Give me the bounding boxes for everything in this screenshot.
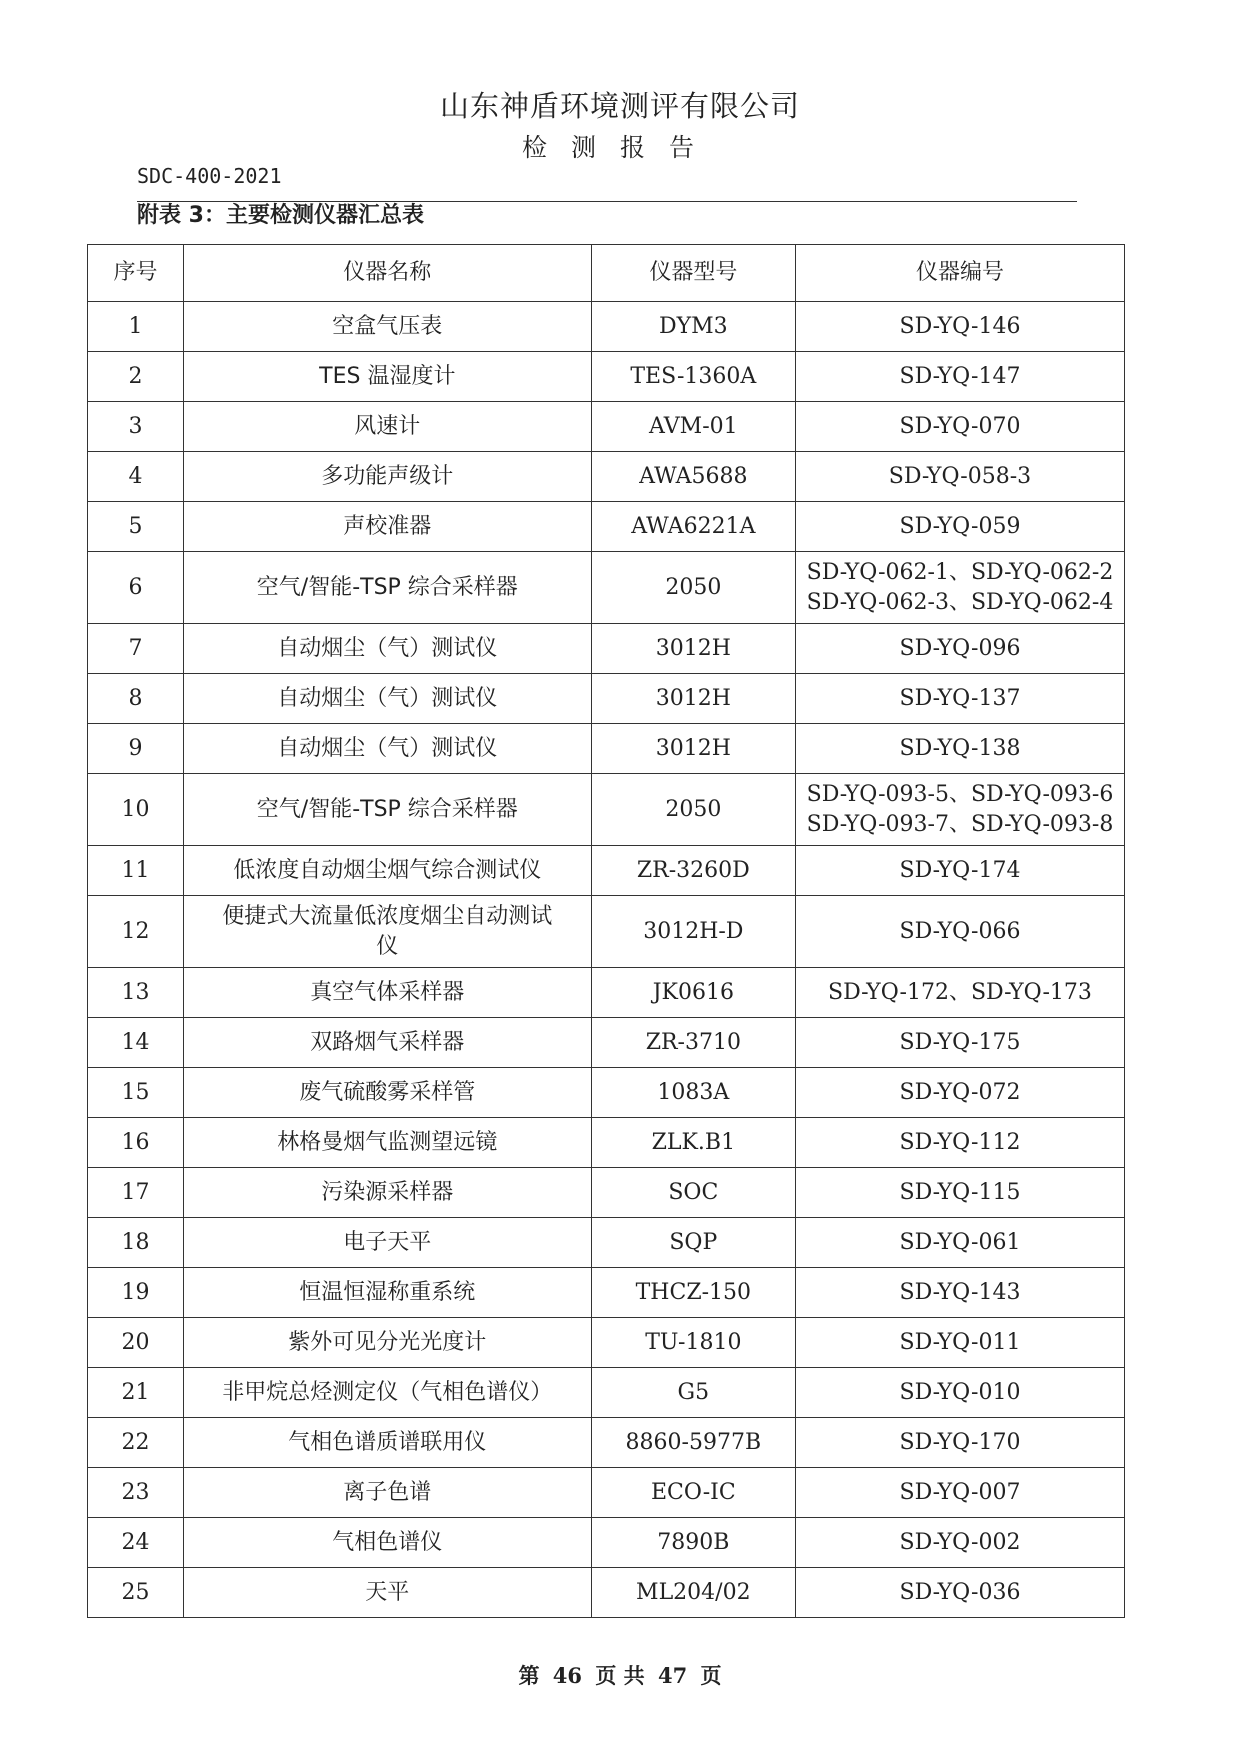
table-row [88,1218,1125,1268]
table-row [88,352,1125,402]
cell-model [591,1218,795,1268]
cell-model-text: 2050 [665,574,722,600]
col-header-model: 仪器型号 [591,245,795,302]
cell-id-text: SD-YQ-072 [899,1079,1021,1105]
cell-model [591,774,795,846]
cell-model [591,724,795,774]
cell-model-text: G5 [677,1379,710,1405]
cell-model-text: DYM3 [658,313,728,339]
cell-model-text: THCZ-150 [635,1279,752,1305]
cell-model [591,1468,795,1518]
cell-id [795,1118,1124,1168]
cell-name [183,1068,591,1118]
cell-name [183,402,591,452]
cell-model [591,352,795,402]
cell-name [183,1218,591,1268]
total-pages: 47 [657,1663,688,1688]
cell-id-text: SD-YQ-096 [899,635,1021,661]
cell-id-text: SD-YQ-174 [899,857,1021,883]
cell-id-text: SD-YQ-138 [899,735,1021,761]
cell-id [795,302,1124,352]
cell-id [795,1318,1124,1368]
cell-no [88,1068,184,1118]
cell-name [183,452,591,502]
cell-id-text: SD-YQ-146 [899,313,1021,339]
cell-model [591,552,795,624]
cell-model-text: SOC [668,1179,719,1205]
cell-name-text: 自动烟尘（气）测试仪 [277,635,498,661]
cell-no-text: 14 [121,1029,150,1055]
cell-name-text: 低浓度自动烟尘烟气综合测试仪 [233,857,542,883]
cell-name [183,1518,591,1568]
table-row [88,452,1125,502]
cell-name-text: 多功能声级计 [321,463,454,489]
cell-id-text: SD-YQ-002 [899,1529,1021,1555]
cell-name-text: 空气/智能-TSP 综合采样器 [256,796,518,822]
cell-id [795,774,1124,846]
cell-no-text: 3 [128,413,143,439]
table-row [88,502,1125,552]
cell-name [183,846,591,896]
cell-name [183,1268,591,1318]
cell-model-text: 8860-5977B [625,1429,762,1455]
cell-no [88,896,184,968]
company-name: 山东神盾环境测评有限公司 [439,89,800,123]
table-row [88,968,1125,1018]
cell-id [795,1218,1124,1268]
cell-model [591,1268,795,1318]
cell-no [88,1518,184,1568]
cell-id [795,402,1124,452]
cell-id [795,1468,1124,1518]
cell-id-text: SD-YQ-062-1、SD-YQ-062-2 [806,559,1114,585]
cell-model [591,302,795,352]
cell-id [795,502,1124,552]
cell-name [183,302,591,352]
cell-id-text: SD-YQ-059 [899,513,1021,539]
cell-name-text: 废气硫酸雾采样管 [299,1079,476,1105]
cell-id-text: SD-YQ-143 [899,1279,1021,1305]
cell-name-text: 双路烟气采样器 [310,1029,465,1055]
cell-name-text: 电子天平 [343,1229,432,1255]
cell-no-text: 15 [121,1079,150,1105]
cell-name [183,774,591,846]
cell-model-text: 7890B [657,1529,730,1555]
cell-name [183,352,591,402]
page-footer [0,1660,1240,1690]
cell-id [795,552,1124,624]
cell-no-text: 7 [128,635,143,661]
cell-name-text: 恒温恒湿称重系统 [299,1279,476,1305]
table-row [88,774,1125,846]
cell-no-text: 10 [121,796,150,822]
table-row [88,402,1125,452]
cell-id-text: SD-YQ-070 [899,413,1021,439]
table-row [88,624,1125,674]
cell-name [183,624,591,674]
cell-model-text: ZR-3710 [645,1029,741,1055]
cell-name-text: 天平 [365,1579,410,1605]
cell-no-text: 12 [121,918,150,944]
cell-model [591,674,795,724]
cell-no-text: 18 [121,1229,150,1255]
cell-no-text: 17 [121,1179,150,1205]
cell-id [795,352,1124,402]
cell-no [88,846,184,896]
cell-no [88,624,184,674]
cell-no [88,552,184,624]
cell-id-text: SD-YQ-036 [899,1579,1021,1605]
cell-no [88,1568,184,1618]
cell-no-text: 24 [121,1529,150,1555]
cell-no-text: 22 [121,1429,150,1455]
cell-model-text: 3012H-D [643,918,744,944]
cell-id [795,968,1124,1018]
cell-name-text: 紫外可见分光光度计 [288,1329,487,1355]
cell-id-text: SD-YQ-175 [899,1029,1021,1055]
table-row [88,1068,1125,1118]
cell-model [591,1118,795,1168]
cell-no-text: 2 [128,363,143,389]
cell-model-text: 1083A [657,1079,730,1105]
cell-no [88,1168,184,1218]
cell-name-text: 林格曼烟气监测望远镜 [277,1129,498,1155]
cell-no-text: 8 [128,685,143,711]
cell-id [795,896,1124,968]
cell-id [795,1518,1124,1568]
cell-no [88,1368,184,1418]
col-header-no: 序号 [88,245,184,302]
cell-no-text: 20 [121,1329,150,1355]
document-number: SDC-400-2021 [137,164,282,188]
cell-no [88,1218,184,1268]
cell-model [591,1318,795,1368]
cell-model-text: AWA5688 [639,463,748,489]
cell-model-text: SQP [669,1229,718,1255]
cell-no-text: 23 [121,1479,150,1505]
footer-suffix: 页 [700,1663,722,1688]
table-row [88,1268,1125,1318]
cell-id-text: SD-YQ-172、SD-YQ-173 [828,979,1092,1005]
cell-name-text: 离子色谱 [343,1479,432,1505]
cell-id-text: SD-YQ-112 [899,1129,1021,1155]
table-row [88,1418,1125,1468]
cell-no [88,1468,184,1518]
cell-model [591,1418,795,1468]
cell-model [591,1018,795,1068]
cell-model [591,402,795,452]
footer-prefix: 第 [518,1663,540,1688]
footer-mid: 页 共 [595,1663,645,1688]
cell-no-text: 21 [121,1379,150,1405]
cell-no-text: 4 [128,463,143,489]
cell-no [88,1118,184,1168]
cell-name-text: 便捷式大流量低浓度烟尘自动测试 [222,903,553,929]
cell-id-text: SD-YQ-137 [899,685,1021,711]
cell-no [88,1268,184,1318]
table-row [88,1318,1125,1368]
cell-id-text: SD-YQ-011 [899,1329,1021,1355]
cell-id [795,1068,1124,1118]
cell-model [591,1568,795,1618]
cell-name-text: 非甲烷总烃测定仪（气相色谱仪） [222,1379,553,1405]
table-row [88,1518,1125,1568]
cell-model-text: TU-1810 [645,1329,742,1355]
table-row [88,724,1125,774]
cell-model-text: 2050 [665,796,722,822]
table-row [88,1018,1125,1068]
cell-no [88,724,184,774]
table-header-row [88,245,1125,302]
cell-model-text: JK0616 [652,979,734,1005]
cell-no-text: 13 [121,979,150,1005]
cell-name [183,502,591,552]
cell-model [591,846,795,896]
cell-model-text: 3012H [655,635,731,661]
cell-name [183,1168,591,1218]
col-header-name: 仪器名称 [183,245,591,302]
cell-name-text: 空气/智能-TSP 综合采样器 [256,574,518,600]
cell-id [795,846,1124,896]
table-row [88,302,1125,352]
cell-id [795,724,1124,774]
cell-no [88,674,184,724]
cell-no-text: 16 [121,1129,150,1155]
cell-model [591,896,795,968]
cell-model [591,502,795,552]
table-row [88,1568,1125,1618]
cell-name-text: 污染源采样器 [321,1179,454,1205]
cell-name [183,724,591,774]
cell-no [88,352,184,402]
cell-model [591,452,795,502]
cell-no-text: 25 [121,1579,150,1605]
cell-name-text: 气相色谱质谱联用仪 [288,1429,487,1455]
cell-id-text: SD-YQ-007 [899,1479,1021,1505]
cell-no [88,302,184,352]
cell-no-text: 6 [128,574,143,600]
cell-id-text: SD-YQ-170 [899,1429,1021,1455]
cell-model-text: ECO-IC [650,1479,736,1505]
cell-no [88,502,184,552]
cell-id-text: SD-YQ-058-3 [888,463,1032,489]
cell-id-text: SD-YQ-066 [899,918,1021,944]
table-row [88,1118,1125,1168]
cell-name [183,1118,591,1168]
cell-no-text: 5 [128,513,143,539]
cell-id-text: SD-YQ-115 [899,1179,1021,1205]
cell-no [88,774,184,846]
cell-model [591,1518,795,1568]
cell-name [183,552,591,624]
cell-name [183,1468,591,1518]
cell-name-text: 自动烟尘（气）测试仪 [277,735,498,761]
cell-model-text: AVM-01 [649,413,738,439]
cell-no [88,402,184,452]
cell-id [795,452,1124,502]
cell-model [591,968,795,1018]
cell-id [795,1168,1124,1218]
instrument-table [87,244,1125,1618]
cell-no [88,1318,184,1368]
cell-model [591,1168,795,1218]
cell-id-text: SD-YQ-093-5、SD-YQ-093-6 [806,781,1114,807]
table-row [88,1468,1125,1518]
cell-id [795,1368,1124,1418]
cell-id-text: SD-YQ-093-7、SD-YQ-093-8 [806,811,1114,837]
table-row [88,1368,1125,1418]
table-body [88,302,1125,1618]
table-row [88,1168,1125,1218]
cell-model-text: AWA6221A [631,513,756,539]
cell-id-text: SD-YQ-010 [899,1379,1021,1405]
cell-id [795,1418,1124,1468]
cell-model-text: 3012H [655,685,731,711]
cell-name [183,1018,591,1068]
cell-name [183,896,591,968]
cell-name-text: 空盒气压表 [332,313,443,339]
cell-name-text: 仪 [376,933,399,959]
cell-model-text: ML204/02 [636,1579,751,1605]
cell-model-text: TES-1360A [630,363,757,389]
cell-id [795,1018,1124,1068]
cell-no-text: 9 [128,735,143,761]
cell-model [591,1368,795,1418]
table-row [88,896,1125,968]
table-caption: 附表 3：主要检测仪器汇总表 [137,203,424,228]
report-title: 检测报告 [521,133,718,162]
table-row [88,552,1125,624]
cell-model-text: ZR-3260D [636,857,750,883]
cell-name-text: 气相色谱仪 [332,1529,443,1555]
cell-name-text: 真空气体采样器 [310,979,465,1005]
cell-no-text: 19 [121,1279,150,1305]
cell-model-text: ZLK.B1 [651,1129,736,1155]
cell-name [183,968,591,1018]
cell-no-text: 1 [128,313,143,339]
cell-name [183,1418,591,1468]
cell-id [795,1268,1124,1318]
current-page: 46 [552,1663,583,1688]
cell-id [795,1568,1124,1618]
cell-name [183,1318,591,1368]
cell-id-text: SD-YQ-147 [899,363,1021,389]
cell-name [183,1568,591,1618]
cell-no [88,452,184,502]
cell-name-text: TES 温湿度计 [319,363,456,389]
table-row [88,674,1125,724]
cell-no-text: 11 [121,857,150,883]
cell-name-text: 风速计 [354,413,421,439]
cell-model [591,1068,795,1118]
cell-model-text: 3012H [655,735,731,761]
cell-name [183,674,591,724]
cell-model [591,624,795,674]
cell-no [88,968,184,1018]
cell-name-text: 声校准器 [343,513,432,539]
cell-id-text: SD-YQ-062-3、SD-YQ-062-4 [806,589,1114,615]
table-row [88,846,1125,896]
cell-id-text: SD-YQ-061 [899,1229,1021,1255]
cell-no [88,1018,184,1068]
cell-id [795,624,1124,674]
col-header-id: 仪器编号 [795,245,1124,302]
cell-name [183,1368,591,1418]
cell-name-text: 自动烟尘（气）测试仪 [277,685,498,711]
cell-id [795,674,1124,724]
cell-no [88,1418,184,1468]
